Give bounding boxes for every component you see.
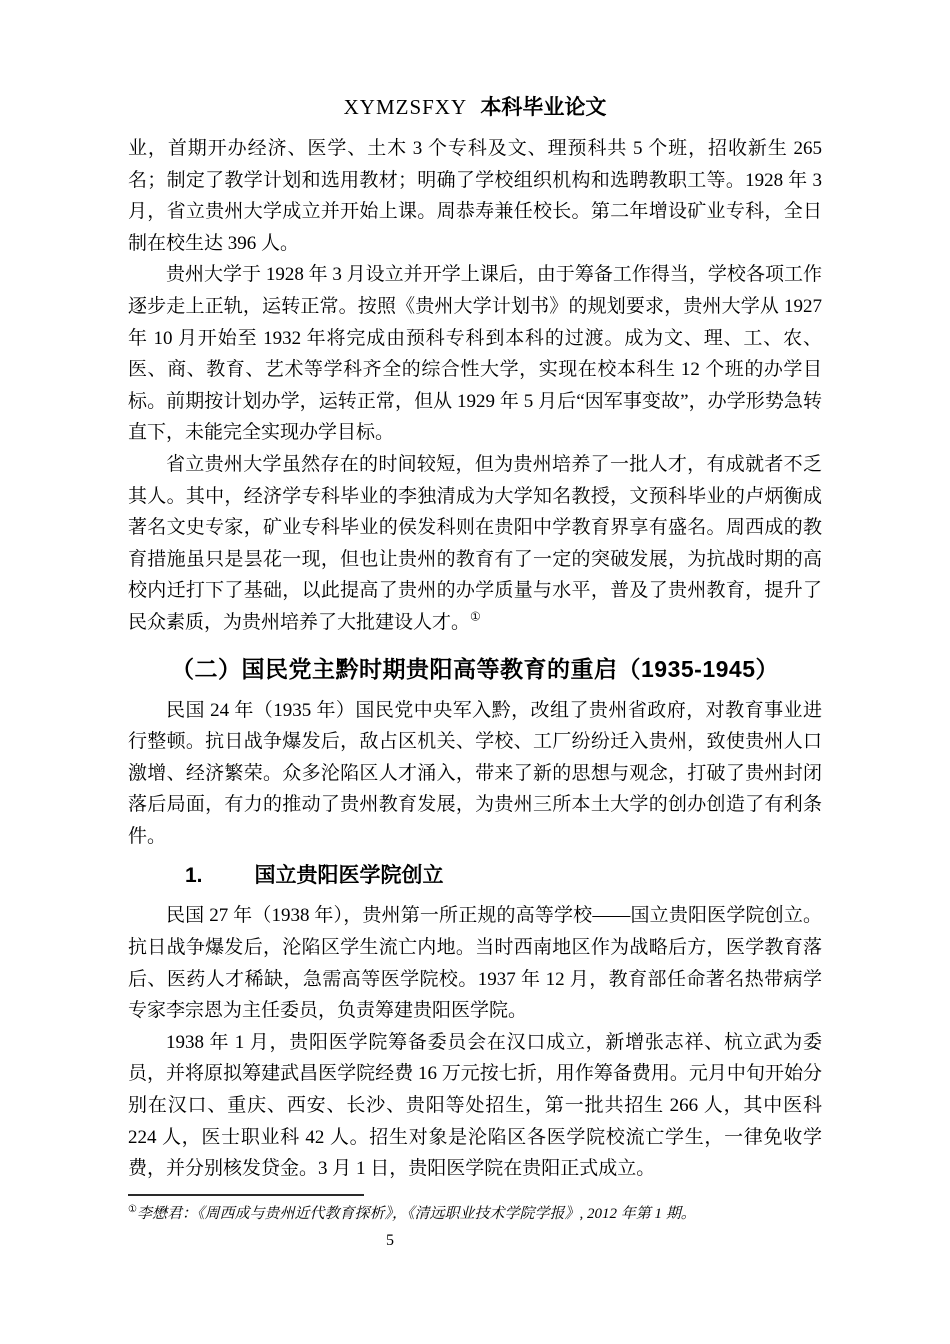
paragraph-continuation: 业，首期开办经济、医学、土木 3 个专科及文、理预科共 5 个班，招收新生 265 名；制定了教学计划和选用教材；明确了学校组织机构和选聘教职工等。1928 年 3 月，省立贵州大学成立并开始上课。周恭寿兼任校长。第二年增设矿业专科，全日制在校生达 396 人。	[128, 138, 822, 254]
subsection-number: 1.	[185, 864, 203, 888]
paragraph-with-footnote	[128, 449, 822, 639]
paragraph: 贵州大学于 1928 年 3 月设立并开学上课后，由于筹备工作得当，学校各项工作逐步走上正轨，运转正常。按照《贵州大学计划书》的规划要求，贵州大学从 1927 年 10 月开始至 1932 年将完成由预科专科到本科的过渡。成为文、理、工、农、医、商、教育、艺术等学科齐全的综合性大学，实现在校本科生 12 个班的办学目标。前期按计划办学，运转正常，但从 1929 年 5 月后“因军事变故”，办学形势急转直下，未能完全实现办学目标。	[128, 264, 822, 444]
header-school-code: XYMZSFXY	[343, 95, 468, 119]
subsection-title: 国立贵阳医学院创立	[254, 864, 444, 888]
footnote-marker: ①	[128, 1204, 137, 1215]
header-thesis-title: 本科毕业论文	[480, 95, 607, 119]
paragraph: 民国 24 年（1935 年）国民党中央军入黔，改组了贵州省政府，对教育事业进行整顿。抗日战争爆发后，敌占区机关、学校、工厂纷纷迁入贵州，致使贵州人口激增、经济繁荣。众多沦陷区人才涌入，带来了新的思想与观念，打破了贵州封闭落后局面，有力的推动了贵州教育发展，为贵州三所本土大学的创办创造了有利条件。	[128, 699, 822, 847]
paragraph: 1938 年 1 月，贵阳医学院筹备委员会在汉口成立，新增张志祥、杭立武为委员，并将原拟筹建武昌医学院经费 16 万元按七折，用作筹备费用。元月中旬开始分别在汉口、重庆、西安、长沙、贵阳等处招生，第一批共招生 266 人，其中医科 224 人，医士职业科 42 人。招生对象是沦陷区各医学院校流亡学生，一律免收学费，并分别核发贷金。3 月 1 日，贵阳医学院在贵阳正式成立。	[128, 1031, 822, 1180]
subsection-heading	[128, 861, 822, 891]
page-content	[128, 92, 822, 1185]
page-number: 5	[386, 1232, 394, 1249]
running-header	[128, 92, 822, 122]
footnote-separator-rule	[128, 1194, 364, 1196]
footnote	[128, 1203, 822, 1225]
footnote-area	[128, 1194, 822, 1225]
footnote-text: 李懋君：《周西成与贵州近代教育探析》，《清远职业技术学院学报》, 2012 年第 1 期。	[136, 1206, 696, 1222]
footnote-reference-mark: ①	[470, 609, 481, 624]
paragraph-text: 省立贵州大学虽然存在的时间较短，但为贵州培养了一批人才，有成就者不乏其人。其中，经济学专科毕业的李独清成为大学知名教授，文预科毕业的卢炳衡成著名文史专家，矿业专科毕业的侯发科则在贵阳中学教育界享有盛名。周西成的教育措施虽只是昙花一现，但也让贵州的教育有了一定的突破发展，为抗战时期的高校内迁打下了基础，以此提高了贵州的办学质量与水平，普及了贵州教育，提升了民众素质，为贵州培养了大批建设人才。	[128, 453, 822, 633]
section-heading: （二）国民党主黔时期贵阳高等教育的重启（1935-1945）	[171, 655, 779, 682]
paragraph: 民国 27 年（1938 年），贵州第一所正规的高等学校——国立贵阳医学院创立。抗日战争爆发后，沦陷区学生流亡内地。当时西南地区作为战略后方，医学教育落后、医药人才稀缺，急需高等医学院校。1937 年 12 月，教育部任命著名热带病学专家李宗恩为主任委员，负责筹建贵阳医学院。	[128, 905, 822, 1022]
